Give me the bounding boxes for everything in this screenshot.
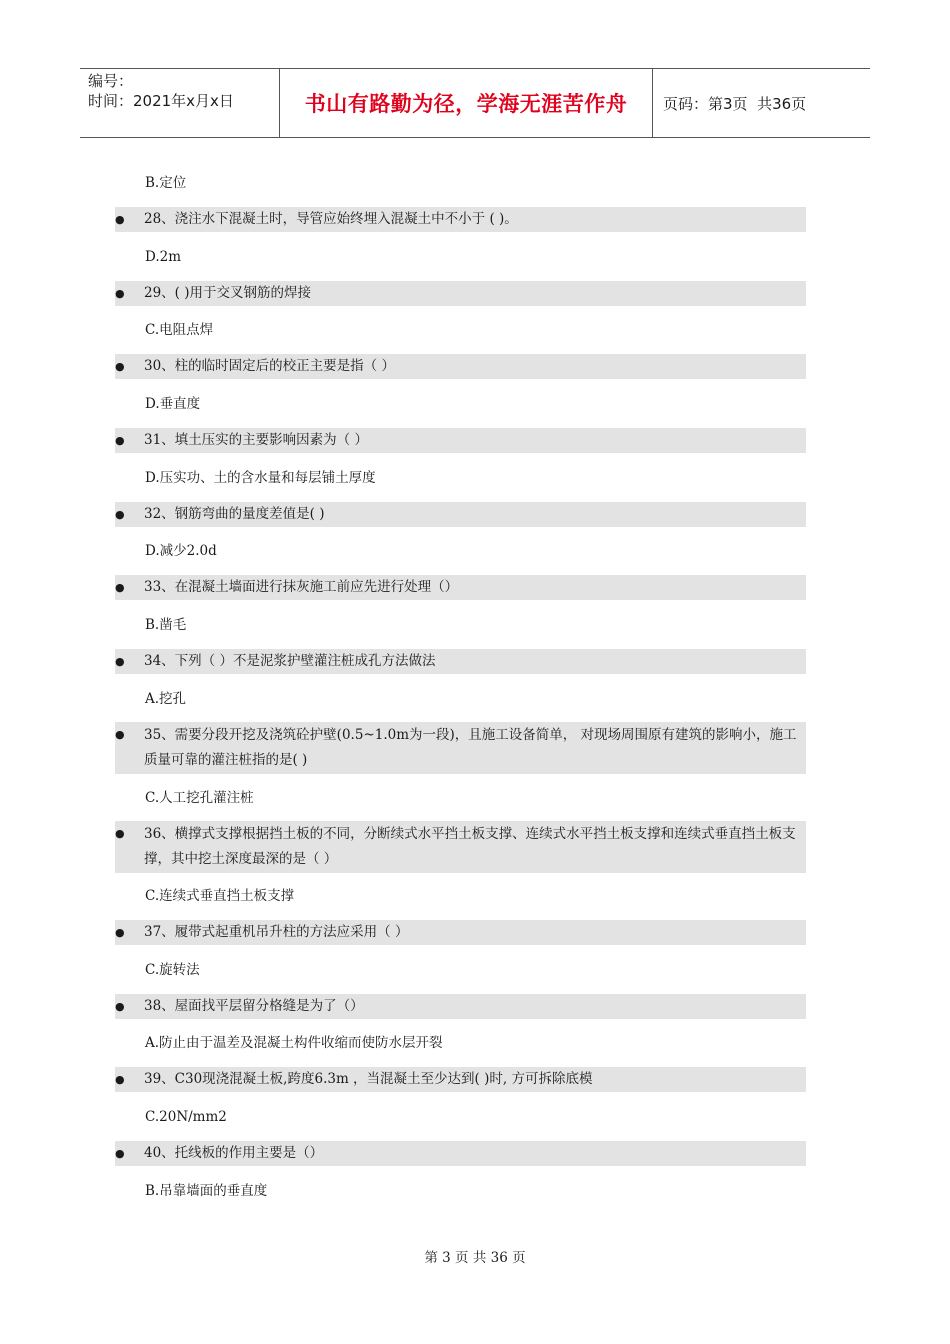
answer-line: D.2m	[145, 249, 182, 265]
question-item	[115, 649, 806, 674]
question-text: 29、( )用于交叉钢筋的焊接	[144, 285, 312, 301]
answer-line: B.定位	[145, 175, 187, 191]
bullet-icon: ●	[115, 1000, 125, 1013]
answer-line: C.连续式垂直挡土板支撑	[145, 888, 295, 904]
question-text: 34、下列（ ）不是泥浆护壁灌注桩成孔方法做法	[144, 653, 436, 669]
question-text: 40、托线板的作用主要是（）	[144, 1145, 324, 1161]
answer-line: B.凿毛	[145, 617, 187, 633]
header-page-info: 页码：第3页 共36页	[663, 94, 807, 113]
bullet-icon: ●	[115, 508, 125, 521]
bullet-icon: ●	[115, 360, 125, 373]
question-text: 39、C30现浇混凝土板,跨度6.3m ，当混凝土至少达到( )时, 方可拆除底模	[144, 1071, 593, 1087]
answer-line: D.压实功、土的含水量和每层铺土厚度	[145, 470, 376, 486]
answer-line: C.电阻点焊	[145, 322, 214, 338]
answer-line: A.挖孔	[145, 691, 187, 707]
answer-line: C.人工挖孔灌注桩	[145, 790, 254, 806]
bullet-icon: ●	[115, 827, 125, 840]
answer-line: D.垂直度	[145, 396, 201, 412]
bullet-icon: ●	[115, 926, 125, 939]
question-text: 38、屋面找平层留分格缝是为了（）	[144, 998, 364, 1014]
document-number-label: 编号：	[88, 72, 134, 90]
question-item	[115, 1141, 806, 1166]
answer-line: A.防止由于温差及混凝土构件收缩而使防水层开裂	[145, 1035, 443, 1051]
question-text: 36、横撑式支撑根据挡土板的不同，分断续式水平挡土板支撑、连续式水平挡土板支撑和连续式垂直挡土板支撑，其中挖土深度最深的是（ ）	[144, 826, 796, 867]
question-text: 37、履带式起重机吊升柱的方法应采用（ ）	[144, 924, 409, 940]
question-item	[115, 821, 806, 873]
question-item	[115, 502, 806, 527]
question-item	[115, 1067, 806, 1092]
bullet-icon: ●	[115, 1073, 125, 1086]
question-item	[115, 428, 806, 453]
question-text: 30、柱的临时固定后的校正主要是指（ ）	[144, 358, 395, 374]
question-text: 31、填土压实的主要影响因素为（ ）	[144, 432, 368, 448]
answer-line: D.减少2.0d	[145, 543, 217, 559]
question-item	[115, 994, 806, 1019]
answer-line: B.吊靠墙面的垂直度	[145, 1183, 268, 1199]
bullet-icon: ●	[115, 213, 125, 226]
answer-line: C.20N/mm2	[145, 1109, 227, 1125]
header-motto: 书山有路勤为径，学海无涯苦作舟	[280, 69, 653, 137]
bullet-icon: ●	[115, 728, 125, 741]
bullet-icon: ●	[115, 1147, 125, 1160]
document-time-label: 时间：2021年x月x日	[88, 92, 234, 110]
question-item	[115, 575, 806, 600]
bullet-icon: ●	[115, 434, 125, 447]
bullet-icon: ●	[115, 655, 125, 668]
question-item	[115, 722, 806, 774]
page-footer: 第 3 页 共 36 页	[424, 1250, 526, 1266]
question-text: 35、需要分段开挖及浇筑砼护壁(0.5~1.0m为一段)，且施工设备简单， 对现场周围原有建筑的影响小，施工质量可靠的灌注桩指的是( )	[144, 727, 797, 768]
question-item	[115, 354, 806, 379]
question-text: 32、钢筋弯曲的量度差值是( )	[144, 506, 325, 522]
bullet-icon: ●	[115, 581, 125, 594]
question-text: 28、浇注水下混凝土时，导管应始终埋入混凝土中不小于 ( )。	[144, 211, 518, 227]
bullet-icon: ●	[115, 287, 125, 300]
answer-line: C.旋转法	[145, 962, 200, 978]
question-text: 33、在混凝土墙面进行抹灰施工前应先进行处理（）	[144, 579, 459, 595]
question-item	[115, 207, 806, 232]
question-item	[115, 281, 806, 306]
question-item	[115, 920, 806, 945]
